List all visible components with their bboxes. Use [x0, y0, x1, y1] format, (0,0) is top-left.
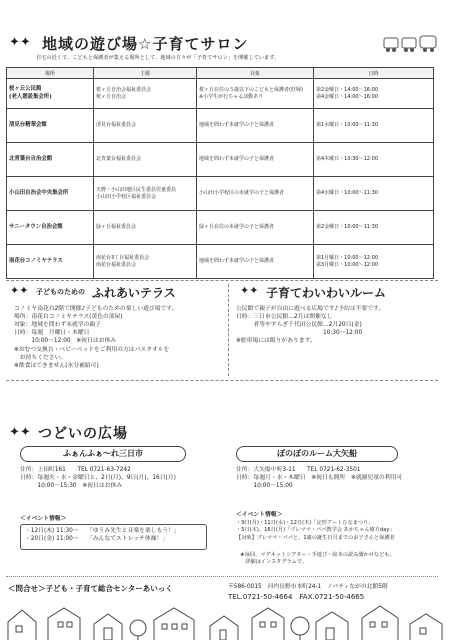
table-row	[7, 245, 434, 279]
fanfare-line: 10:00〜15:30 ※祝日はお休み	[20, 483, 123, 490]
ponopono-event: 【対象】プレママ・パパと、1歳の誕生日月までのお子さんと保護者	[236, 534, 395, 541]
ponopono-event: ・5日(木)、16日(月)「プレママ・パパ教学会 あかちゃん療方day」	[236, 527, 395, 534]
fureai-title: ふれあいテラス	[92, 286, 176, 300]
cell-host: 南花台3丁目福祉委員会 南花台福祉委員会	[94, 245, 197, 279]
footer-address: 〒586-0015 河内長野市本町24-1 ノバティながの北館5階	[228, 584, 388, 590]
ponopono-line: 10:00〜15:00	[236, 483, 293, 490]
fureai-line: 対象：地域を問わず未就学の親子	[14, 322, 101, 329]
fureai-line: コノミヤ南花台2階で開催♪子どものための楽しい遊び場です。	[14, 306, 178, 312]
cell-time: 第1水曜日・10:00〜11:30	[314, 109, 434, 143]
col-host: 主催	[94, 68, 197, 79]
waiwai-title: 子育てわいわいルーム	[266, 286, 387, 300]
ponopono-event-head: ＜イベント情報＞	[236, 512, 283, 518]
fureai-kicker: 子どものための	[36, 288, 85, 296]
fureai-line: 日時：毎週 月曜日・木曜日	[14, 330, 90, 337]
fanfare-event-head: ＜イベント情報＞	[20, 516, 67, 522]
cell-host: 緑ヶ丘福祉委員会	[94, 211, 197, 245]
fureai-line: ※飲食はできません(水分補給可)	[14, 362, 99, 369]
fanfare-events	[25, 527, 85, 543]
cell-time: 第2金曜日・10:00〜11:30	[314, 211, 434, 245]
fanfare-name: ふぁんふぁ〜れ三日市	[20, 446, 186, 462]
ponopono-note: ★毎回、マグネットシアター・手遊び・絵本の読み聞かせなども。	[240, 552, 395, 558]
cell-place: 桜ヶ丘公民館 (老人憩設集会所)	[7, 79, 94, 109]
waiwai-line: 日時：三日市公民館…2月は開催なし	[236, 314, 333, 321]
fanfare-info	[20, 466, 225, 490]
table-row	[7, 143, 434, 177]
fanfare-event-note: 「みんなでストレッチ体操！」	[87, 536, 169, 543]
ponopono-event: ・9日(月)・11日(水)・12日(木)「定形アートひなまつり」	[236, 520, 374, 526]
table-row	[7, 79, 434, 109]
ponopono-info	[236, 466, 446, 490]
col-target: 対象	[197, 68, 314, 79]
ponopono-line: 住所：大矢船中町3-11 TEL 0721-62-3501	[236, 467, 361, 473]
waiwai-line: 公民館で親子が自由に遊べる広場です♪予約は不要です。	[236, 306, 385, 312]
cell-target: 地域を問わず未就学の子と保護者	[197, 245, 314, 279]
cell-place: 小山田自治会中央集会所	[7, 177, 94, 211]
ponopono-notes	[240, 552, 445, 567]
fureai-line: 場所：南花台コノミヤテラス(黄色の部屋)	[14, 314, 123, 321]
cell-target: 緑ヶ丘在住の未就学の子と保護者	[197, 211, 314, 245]
cell-time: 第2金曜日・14:00〜16:00 第4金曜日・14:00〜16:00	[314, 79, 434, 109]
sparkle-icon: ✦✦	[10, 284, 29, 297]
fanfare-event-notes	[87, 527, 205, 543]
cell-time: 第4木曜日・10:30〜12:00	[314, 143, 434, 177]
cell-target: 地域を問わず未就学の子と保護者	[197, 109, 314, 143]
fanfare-event: ・12日(木) 11:30〜	[25, 528, 79, 534]
cell-place: 南花台コノミヤテラス	[7, 245, 94, 279]
cell-target: 地域を問わず未就学の子と保護者	[197, 143, 314, 177]
fanfare-event: ・20日(金) 11:00〜	[25, 536, 79, 543]
table-row	[7, 211, 434, 245]
col-place: 場所	[7, 68, 94, 79]
fureai-line: ※おむつ交換台・ベビーベッドをご利用の方はバスタオルを	[14, 346, 170, 353]
fanfare-event-box	[20, 524, 207, 550]
cell-host: 天野・小山田地区民生委員児童委員 小山田小学校区福祉委員会	[94, 177, 197, 211]
cell-target: 小山田小学校区の未就学の子と保護者	[197, 177, 314, 211]
table-row	[7, 177, 434, 211]
fanfare-event-note: 「ゆうみ先生と音楽を楽しもう！」	[87, 528, 180, 534]
page-title: 地域の遊び場☆子育てサロン	[42, 35, 249, 53]
table-row	[7, 109, 434, 143]
cell-host: 桜ヶ丘自治会福祉委員会 桜ヶ丘自治会	[94, 79, 197, 109]
sparkle-icon: ✦✦	[9, 35, 31, 50]
cell-host: 清見台福祉委員会	[94, 109, 197, 143]
table-header-row	[7, 68, 434, 79]
ponopono-events	[236, 520, 446, 542]
footer-tel: TEL.0721-50-4664 FAX.0721-50-4665	[228, 593, 365, 601]
fanfare-line: 日時：毎週火・水・金曜日と、2日(月)、9日(月)、16日(月)	[20, 475, 176, 482]
cell-place: サニータウン自治会館	[7, 211, 94, 245]
sparkle-icon: ✦✦	[9, 425, 31, 440]
ponopono-line: 日時：毎週月・水・木曜日 ※祝日も開所 ※就園児童の利用可	[236, 475, 403, 482]
waiwai-line: ※駐車場には限りがあります。	[236, 338, 316, 345]
cell-time: 第4水曜日・10:00〜11:30	[314, 177, 434, 211]
ponopono-note: 詳細はインスタグラムで。	[240, 559, 308, 566]
fureai-line: お持ちください。	[14, 354, 67, 361]
waiwai-line: 10:30〜12:00	[236, 330, 363, 337]
waiwai-body	[236, 305, 441, 346]
cell-host: 北青葉台福祉委員会	[94, 143, 197, 177]
fureai-line: 10:00〜12:00 ※祝日はお休み	[14, 338, 117, 345]
tsudoi-title: つどいの広場	[38, 426, 128, 442]
ponopono-name: ぽのぽのルーム大矢船	[236, 446, 398, 462]
cell-time: 第1月曜日・10:00〜12:00 第3月曜日・10:00〜12:00	[314, 245, 434, 279]
cell-place: 清見台精華会館	[7, 109, 94, 143]
waiwai-line: 者等やすらぎ千代田公民館…2月20日(金)	[236, 322, 362, 329]
fanfare-line: 住所：上田町161 TEL 0721-63-7242	[20, 467, 131, 473]
footer-label: ＜問合せ＞子ども・子育て総合センターあいっく	[8, 584, 173, 593]
cell-target: 桜ヶ丘在住の５歳以下のこどもと保護者(妊婦) ※小学生が行ちゃる活動あり	[197, 79, 314, 109]
cell-place: 北青葉台自治会館	[7, 143, 94, 177]
intro-text: 自宅の近くで、こどもと保護者が集える場所として、地域の方々が「子育てサロン」を開催しています。	[36, 55, 280, 61]
fureai-body	[14, 305, 219, 370]
sparkle-icon: ✦✦	[240, 284, 259, 297]
col-time: 日時	[314, 68, 434, 79]
salon-table	[6, 67, 434, 279]
houses-illustration	[4, 604, 448, 640]
